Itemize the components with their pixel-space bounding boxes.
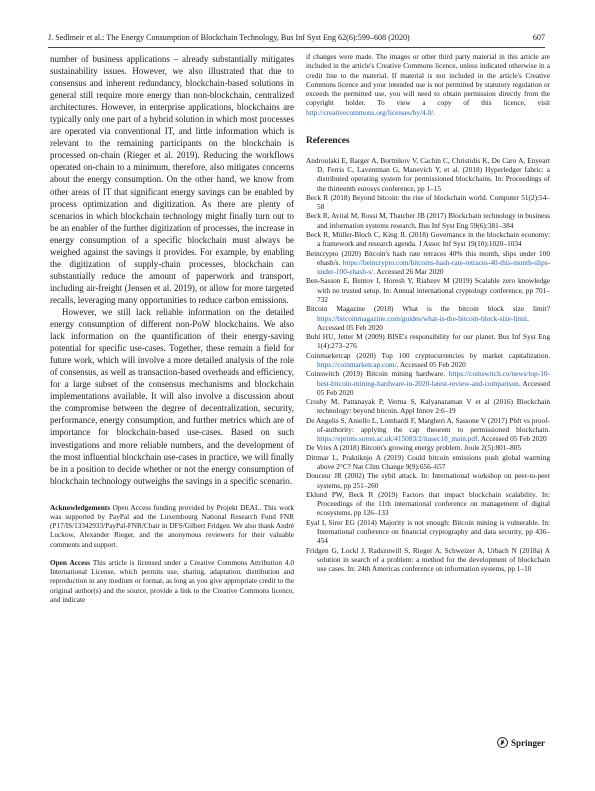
license-text: if changes were made. The images or other third party material in this article are included in the article's Creative Commons licence, unless indicated otherwise in a credit line to the material. If material is not included in the article's Creative Commons licence and your intended use is not permitted by statutory regulation or exceeds the permitted use, you will need to obtain permission directly from the copyright holder. To view a copy of this licence, visit	[306, 53, 550, 108]
reference-link[interactable]: https://coinswitch.co/news/top-10-best-bitcoin-mining-hardware-in-2020-latest-review-and-comparison	[317, 369, 550, 388]
page-number: 607	[532, 33, 545, 42]
references-heading: References	[306, 135, 350, 146]
reference-accessed: . Accessed 05 Feb 2020	[317, 313, 529, 332]
reference-text: Crosby M, Pattanayak P, Verma S, Kalyanaraman V et al (2016) Blockchain technology: beyond bitcoin. Appl Innov 2:6–19	[306, 397, 550, 416]
reference-item	[306, 518, 550, 546]
license-link[interactable]: http://creativecommons.org/licenses/by/4.0/	[306, 108, 434, 117]
reference-accessed: . Accessed 05 Feb 2020	[317, 378, 550, 397]
running-header	[48, 33, 545, 45]
reference-accessed: . Accessed 05 Feb 2020	[477, 434, 547, 444]
reference-link[interactable]: https://coinmarketcap.com/	[317, 359, 397, 369]
reference-item	[306, 351, 550, 370]
reference-text: Buhl HU, Jetter M (2009) BISE's responsibility for our planet. Bus Inf Syst Eng 1(4):273–276	[306, 332, 550, 351]
header-rule	[48, 47, 545, 48]
reference-item	[306, 304, 550, 332]
open-access-label: Open Access	[50, 558, 91, 567]
reference-text: Coinmarketcap (2020) Top 100 cryptocurrencies by market capitalization.	[306, 350, 550, 360]
reference-item	[306, 546, 550, 574]
reference-accessed: . Accessed 26 Mar 2020	[373, 267, 444, 277]
license-end: .	[433, 108, 435, 117]
reference-item	[306, 443, 550, 452]
reference-item	[306, 490, 550, 518]
reference-item	[306, 397, 550, 416]
reference-text: Bitcoin Magazine (2018) What is the bitcoin block size limit?	[306, 304, 550, 314]
acknowledgments-label: Acknowledgements	[50, 503, 111, 512]
reference-text: Dittmar L, Praktiknjo A (2019) Could bitcoin emissions push global warming above 2°C? Nat Clim Change 9(9):656–657	[306, 452, 550, 472]
reference-item	[306, 453, 550, 472]
springer-horse-icon	[497, 737, 508, 748]
reference-link[interactable]: https://beincrypto.com/bitcoins-hash-rate-retraces-40-this-month-slips-under-100-ehash-s/	[317, 257, 550, 277]
body-paragraph-2: However, we still lack reliable information on the detailed energy consumption of different non-PoW blockchains. We also lack information on the quantification of their energy-saving potential for specific use-cases. Together, these remain a field for future work, which will involve a more detailed analysis of the role of consensus, as well as transaction-based overheads and efficiency, for a large subset of the consensus mechanisms and blockchain implementations available. It will also involve a discussion about the compromise between the degree of decentralization, security, performance, energy consumption, and further metrics which are of importance for blockchain-based use-cases. Based on such investigations and more reliable numbers, and the development of the most influential blockchain use-cases in practice, we will finally be in a position to decide whether or not the energy consumption of blockchain technology outweighs the savings in a specific scenario.	[50, 306, 294, 486]
reference-link[interactable]: https://bitcoinmagazine.com/guides/what-is-the-bitcoin-block-size-limit	[317, 313, 528, 323]
reference-link[interactable]: https://eprints.soton.ac.uk/415083/2/itasec18_main.pdf	[317, 434, 478, 444]
right-column	[306, 53, 550, 573]
acknowledgments-text: Open Access funding provided by Projekt DEAL. This work was supported by PayPal and the Luxembourg National Research Fund FNR (P17/IS/13342933/PayPal-FNR/Chair in DFS/Gilbert Fridgen. We also thank André Luckow, Alexander Rieger, and the anonymous reviewers for their valuable comments and support.	[50, 503, 295, 549]
reference-item	[306, 156, 550, 193]
reference-text: Eklund PW, Beck R (2019) Factors that impact blockchain scalability. In: Proceedings of the 11th international conference on management of digital ecosystems, pp 126–133	[306, 489, 550, 518]
reference-text: De Vries A (2018) Bitcoin's growing energy problem. Joule 2(5):801–805	[306, 443, 522, 453]
license-continued	[306, 53, 550, 118]
running-title: J. Sedlmeir et al.: The Energy Consumption of Blockchain Technology, Bus Inf Syst Eng 62(6):599–608 (2020)	[48, 33, 410, 42]
reference-text: Ben-Sasson E, Bentov I, Horesh Y, Riabzev M (2019) Scalable zero knowledge with no trusted setup. In: Annual international cryptology conference, pp 701–732	[306, 276, 550, 304]
left-column	[50, 53, 294, 605]
reference-text: Beincrypto (2020) Bitcoin's hash rate retraces 40% this month, slips under 100 ehash/s.	[306, 248, 550, 267]
reference-text: Fridgen G, Lockl J, Radszuwill S, Rieger A, Schweizer A, Urbach N (2018a) A solution in search of a problem: a method for the development of blockchain use cases. In: 24th Americas conference on information systems, pp 1–10	[306, 545, 550, 574]
reference-text: Androulaki E, Barger A, Bortnikov V, Cachin C, Christidis K, De Caro A, Enyeart D, Ferris C, Laventman G, Manevich Y, et al. (2018) Hyperledger fabric: a distributed operating system for permissioned blockchains. In: Proceedings of the thirteenth eurosys conference, pp 1–15	[306, 155, 550, 193]
reference-item	[306, 276, 550, 304]
reference-text: De Angelis S, Aniello L, Lombardi F, Margheri A, Sassone V (2017) Pbft vs proof-of-authority: applying the cap theorem to permissioned blockchain.	[306, 415, 550, 434]
reference-text: Beck R, Avital M, Rossi M, Thatcher JB (2017) Blockchain technology in business and information systems research. Bus Inf Syst Eng 59(6):381–384	[306, 211, 550, 230]
publisher-name: Springer	[510, 737, 545, 748]
reference-item	[306, 230, 550, 249]
reference-text: Coinswitch (2019) Bitcoin mining hardware.	[306, 369, 449, 379]
reference-list	[306, 156, 550, 574]
reference-item	[306, 369, 550, 397]
reference-text: Beck R, Müller-Bloch C, King JL (2018) Governance in the blockchain economy: a framework and research agenda. J Assoc Inf Syst 19(10):1020–1034	[306, 230, 550, 249]
reference-item	[306, 416, 550, 444]
open-access-text: This article is licensed under a Creative Commons Attribution 4.0 International License, which permits use, sharing, adaptation, distribution and reproduction in any medium or format, as long as you give appropriate credit to the original author(s) and the source, provide a link to the Creative Commons licence, and indicate	[50, 558, 294, 604]
reference-text: Douceur JR (2002) The sybil attack. In: International workshop on peer-to-peer systems, pp 251–260	[306, 471, 550, 490]
reference-item	[306, 471, 550, 490]
reference-item	[306, 249, 550, 277]
publisher-logo	[497, 737, 545, 748]
body-paragraph-1: number of business applications – already substantially mitigates sustainability issues. However, we also illustrated that due to consensus and inherent redundancy, blockchain-based solutions in general still require more energy than non-blockchain, centralized architectures. However, in enterprise applications, blockchains are typically only one part of a hybrid solution in which most processes are operated via conventional IT, and little information which is relevant to the remaining participants on the blockchain is processed on-chain (Rieger et al. 2019). Reducing the workflows operated on-chain to a minimum, therefore, also mitigates concerns about the energy consumption. On the other hand, we know from other areas of IT that significant energy savings can be enabled by process optimization and digitization. As there are plenty of scenarios in which blockchain technology might finally turn out to be an enabler of the further digitization of processes, the increase in energy consumption of a specific blockchain must always be weighed against the savings it provides. For example, by enabling the digitization of supply-chain processes, blockchain can substantially reduce the amount of paperwork and transport, including air-freight (Jensen et al. 2019), or allow for more targeted recalls, leveraging many opportunities to reduce carbon emissions.	[50, 54, 294, 305]
acknowledgments	[50, 504, 294, 550]
reference-item	[306, 193, 550, 212]
reference-item	[306, 332, 550, 351]
reference-text: Beck R (2018) Beyond bitcoin: the rise of blockchain world. Computer 51(2):54–58	[306, 192, 550, 212]
open-access-notice	[50, 559, 294, 605]
reference-accessed: . Accessed 05 Feb 2020	[396, 359, 466, 369]
reference-text: Eyal I, Sirer EG (2014) Majority is not enough: Bitcoin mining is vulnerable. In: International conference on financial cryptography and data security, pp 436–454	[306, 517, 550, 546]
reference-item	[306, 211, 550, 230]
